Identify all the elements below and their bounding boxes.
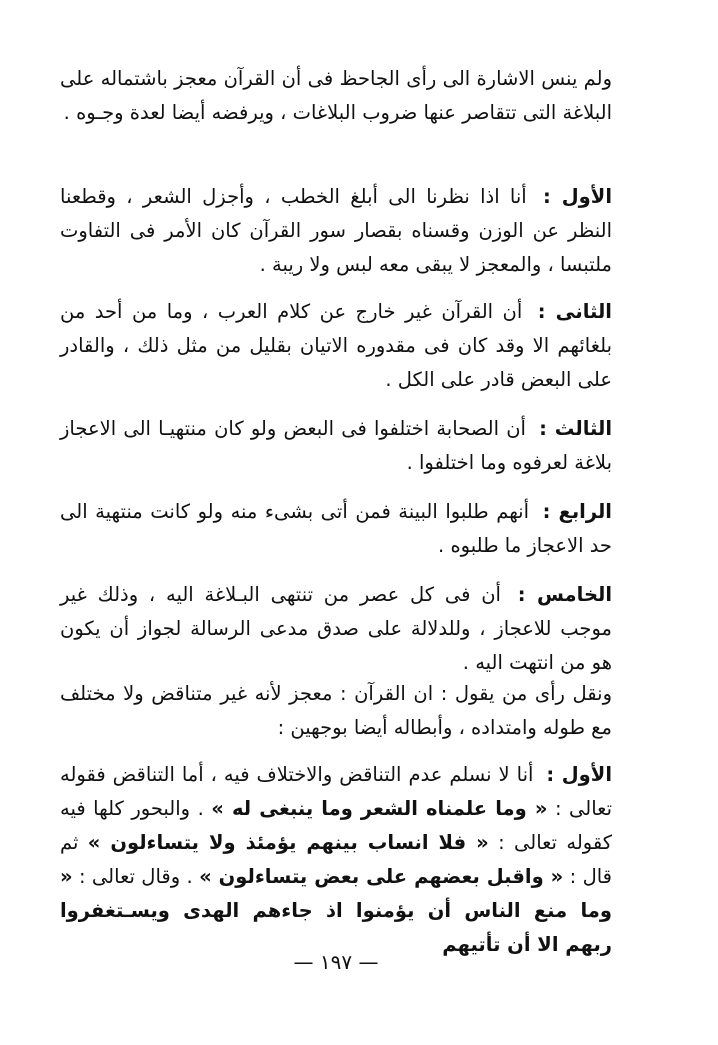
paragraph-first-text: أنا اذا نظرنا الى أبلغ الخطب ، وأجزل الشعر ، وقطعنا النظر عن الوزن وقسناه بقصار سور القرآن كان الأمر فى التفاوت ملتبسا ، والمعجز لا يبقى معه لبس ولا ريبة . (60, 185, 612, 276)
paragraph-first-reason (60, 180, 612, 282)
quran-quote-4: « وما منع الناس أن يؤمنوا اذ جاءهم الهدى ويسـتغفروا ربهم الا أن تأتيهم (60, 865, 612, 956)
paragraph-third-reason (60, 412, 612, 480)
paragraph-fifth-text: أن فى كل عصر من تنتهى البـلاغة اليه ، وذلك غير موجب للاعجاز ، وللدلالة على صدق مدعى الرسالة لجواز أن يكون هو من انتهت اليه . (60, 583, 612, 674)
paragraph-second-heading: الثانى : (537, 300, 612, 323)
paragraph-third-text: أن الصحابة اختلفوا فى البعض ولو كان منتهيـا الى الاعجاز بلاغة لعرفوه وما اختلفوا . (60, 417, 612, 474)
quran-quote-1: « وما علمناه الشعر وما ينبغى له » (211, 797, 548, 820)
paragraph-fifth-heading: الخامس : (517, 583, 613, 606)
book-page (60, 0, 612, 1045)
paragraph-intro (60, 62, 612, 130)
paragraph-sixth-text: ونقل رأى من يقول : ان القرآن : معجز لأنه غير متناقض ولا مختلف مع طوله وامتداده ، وأبطاله أيضا بوجهين : (60, 682, 612, 739)
paragraph-intro-text: ولم ينس الاشارة الى رأى الجاحظ فى أن القرآن معجز باشتماله على البلاغة التى تتقاصر عنها ضروب البلاغات ، ويرفضه أيضا لعدة وجـوه . (60, 67, 612, 124)
paragraph-third-heading: الثالث : (539, 417, 612, 440)
paragraph-second-reason (60, 295, 612, 397)
paragraph-fifth-reason (60, 578, 612, 680)
paragraph-seventh-heading: الأول : (546, 763, 612, 786)
paragraph-fourth-reason (60, 495, 612, 563)
paragraph-seventh-part3: ثم قال : (60, 831, 612, 888)
paragraph-seventh-part2: . والبحور كلها فيه كقوله تعالى : (60, 797, 612, 854)
paragraph-fourth-text: أنهم طلبوا البينة فمن أتى بشىء منه ولو كانت منتهية الى حد الاعجاز ما طلبوه . (60, 500, 612, 557)
paragraph-first-heading: الأول : (543, 185, 612, 208)
paragraph-sixth (60, 677, 612, 745)
paragraph-second-text: أن القرآن غير خارج عن كلام العرب ، وما من أحد من بلغائهم الا وقد كان فى مقدوره الاتيان بقليل من مثل ذلك ، والقادر على البعض قادر على الكل . (60, 300, 612, 391)
paragraph-seventh (60, 758, 612, 962)
paragraph-seventh-part1: أنا لا نسلم عدم التناقض والاختلاف فيه ، أما التناقض فقوله تعالى : (60, 763, 612, 820)
quran-quote-2: « فلا انساب بينهم يؤمئذ ولا يتساءلون » (87, 831, 489, 854)
paragraph-seventh-part4: . وقال تعالى : (78, 865, 193, 888)
paragraph-fourth-heading: الرابع : (542, 500, 612, 523)
quran-quote-3: « واقبل بعضهم على بعض يتساءلون » (199, 865, 564, 888)
page-number: — ١٩٧ — (293, 950, 379, 974)
